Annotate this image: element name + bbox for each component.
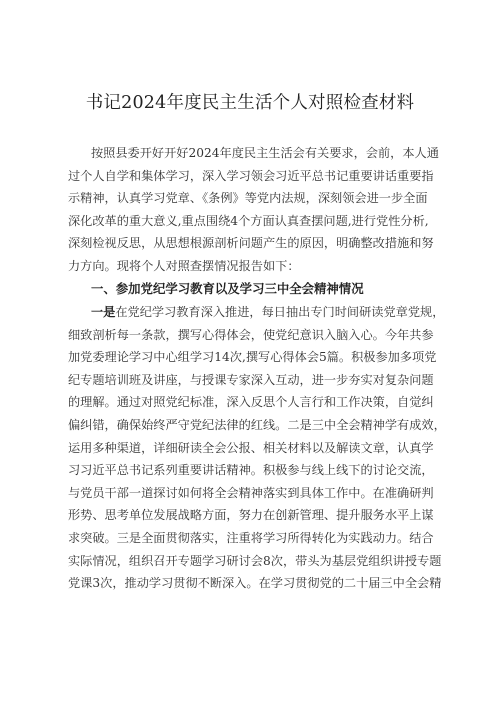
section-line: 习习近平总书记系列重要讲话精神。积极参与线上线下的讨论交流， [68,463,434,478]
intro-line: 力方向。现将个人对照查摆情况报告如下： [68,258,300,273]
intro-line: 过个人自学和集体学习，深入学习领会习近平总书记重要讲话重要指 [68,168,434,183]
section-line: 党课3次，推动学习贯彻不断深入。在学习贯彻党的二十届三中全会精 [68,576,442,591]
intro-paragraph [68,142,454,278]
section-line: 运用多种渠道，详细研读全会公报、相关材料以及解读文章，认真学 [68,440,434,455]
intro-line: 深刻检视反思，从思想根源剖析问题产生的原因，明确整改措施和努 [68,236,434,251]
section-line: 细致剖析每一条款，撰写心得体会，使党纪意识入脑入心。今年共参 [68,327,434,342]
section-line: 形势、思考单位发展战略方面，努力在创新管理、提升服务水平上谋 [68,508,434,523]
intro-line: 按照县委开好开好2024年度民主生活会有关要求，会前，本人通 [91,146,439,160]
intro-line: 示精神，认真学习党章、《条例》等党内法规，深刻领会进一步全面 [68,191,428,206]
section-paragraph [68,301,454,595]
section-line-text: 在党纪学习教育深入推进，每日抽出专门时间研读党章党规， [115,305,445,319]
lead-phrase: 一是 [91,305,116,319]
section-line: 纪专题培训班及讲座，与授课专家深入互动，进一步夯实对复杂问题 [68,372,434,387]
section-line: 求突破。三是全面贯彻落实，注重将学习所得转化为实践动力。结合 [68,530,434,545]
intro-line: 深化改革的重大意义,重点围绕4个方面认真查摆问题,进行党性分析, [68,213,429,228]
document-title: 书记2024年度民主生活个人对照检查材料 [85,93,415,113]
section-line: 加党委理论学习中心组学习14次,撰写心得体会5篇。积极参加多项党 [68,350,437,365]
section-line [91,301,454,324]
section-line: 与党员干部一道探讨如何将全会精神落实到具体工作中。在准确研判 [68,485,434,500]
section-heading: 一、参加党纪学习教育以及学习三中全会精神情况 [91,281,364,296]
section-line: 实际情况，组织召开专题学习研讨会8次，带头为基层党组织讲授专题 [68,553,442,568]
section-line: 偏纠错，确保始终严守党纪法律的红线。二是三中全会精神学有成效， [68,417,446,432]
section-line: 的理解。通过对照党纪标准，深入反思个人言行和工作决策，自觉纠 [68,395,434,410]
